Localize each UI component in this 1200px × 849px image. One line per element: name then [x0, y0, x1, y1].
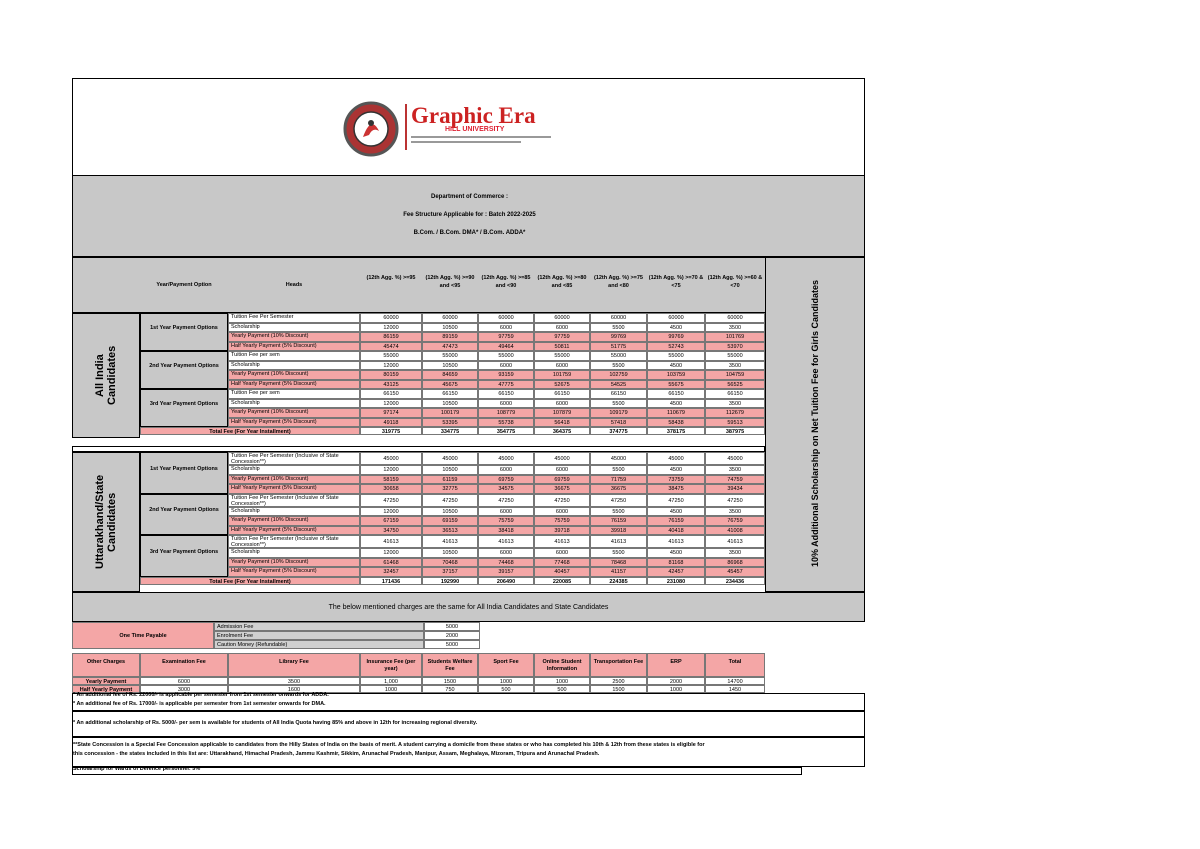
total-value: 378175: [647, 427, 705, 435]
fee-value: 58159: [360, 475, 422, 485]
fee-value: 36675: [590, 484, 647, 494]
fee-value: 66150: [647, 389, 705, 399]
fee-value: 3500: [705, 323, 765, 333]
other-charges-header: Students Welfare Fee: [422, 653, 478, 677]
section-label: Uttarakhand/State Candidates: [94, 474, 118, 570]
fee-value: 101769: [705, 332, 765, 342]
fee-value: 60000: [647, 313, 705, 323]
fee-value: 110679: [647, 408, 705, 418]
category-header: (12th Agg. %) >=85 and <90: [481, 275, 531, 289]
fee-value: 12000: [360, 399, 422, 409]
fee-value: 45474: [360, 342, 422, 352]
fee-value: 40418: [647, 526, 705, 536]
fee-value: 41613: [647, 535, 705, 548]
fee-value: 3500: [705, 465, 765, 475]
fee-value: 5500: [590, 465, 647, 475]
fee-value: 6000: [534, 399, 590, 409]
fee-head-label: Tuition Fee per sem: [228, 351, 360, 361]
fee-value: 6000: [534, 507, 590, 517]
fee-value: 75759: [534, 516, 590, 526]
fee-value: 61159: [422, 475, 478, 485]
fee-head-label: Half Yearly Payment (5% Discount): [228, 342, 360, 352]
fee-value: 36675: [534, 484, 590, 494]
course-title: B.Com. / B.Com. DMA* / B.Com. ADDA*: [413, 230, 526, 236]
fee-value: 112679: [705, 408, 765, 418]
fee-value: 39157: [478, 567, 534, 577]
fee-value: 76159: [590, 516, 647, 526]
other-charges-header: Transportation Fee: [590, 653, 647, 677]
year-cell: [140, 389, 228, 427]
total-value: 354775: [478, 427, 534, 435]
fee-value: 34750: [360, 526, 422, 536]
fee-value: 53395: [422, 418, 478, 428]
fee-value: 10500: [422, 548, 478, 558]
fee-value: 45000: [705, 452, 765, 465]
fee-value: 52743: [647, 342, 705, 352]
fee-head-label: Scholarship: [228, 548, 360, 558]
fee-value: 99769: [647, 332, 705, 342]
fee-value: 41613: [534, 535, 590, 548]
fee-value: 39918: [590, 526, 647, 536]
other-charges-header: Other Charges: [72, 653, 140, 677]
fee-value: 37157: [422, 567, 478, 577]
fee-value: 81168: [647, 558, 705, 568]
university-seal-icon: [341, 101, 403, 157]
year-cell: [140, 351, 228, 389]
fee-value: 60000: [705, 313, 765, 323]
fee-value: 69759: [534, 475, 590, 485]
total-value: 387975: [705, 427, 765, 435]
fee-value: 45457: [705, 567, 765, 577]
fee-value: 69759: [478, 475, 534, 485]
year-payment-label: 1st Year Payment Options: [150, 465, 218, 472]
fee-value: 47250: [422, 494, 478, 507]
fee-value: 58438: [647, 418, 705, 428]
other-charge-value: 14700: [705, 677, 765, 685]
fee-head-label: Half Yearly Payment (5% Discount): [228, 567, 360, 577]
fee-head-label: Half Yearly Payment (5% Discount): [228, 418, 360, 428]
category-header: (12th Agg. %) >=60 & <70: [707, 275, 763, 289]
fee-value: 52675: [534, 380, 590, 390]
fee-value: 45000: [478, 452, 534, 465]
fee-head-label: Yearly Payment (10% Discount): [228, 516, 360, 526]
category-header: (12th Agg. %) >=80 and <85: [537, 275, 587, 289]
fee-value: 3500: [705, 399, 765, 409]
other-charges-header: Total: [705, 653, 765, 677]
fee-value: 60000: [360, 313, 422, 323]
other-charge-value: 1000: [647, 685, 705, 693]
fee-value: 47473: [422, 342, 478, 352]
other-charges-header: ERP: [647, 653, 705, 677]
note-adda: * An additional fee of Rs. 22000/- is applicable per semester from 1st semester onwards for ADDA.: [73, 692, 329, 698]
one-time-head: Admission Fee: [214, 622, 424, 631]
fee-value: 100179: [422, 408, 478, 418]
note-state-2: this concession - the states included in this list are: Uttarakhand, Himachal Pradesh, Jammu Kashmir, Sikkim, Arunachal Pradesh, Manipur, Assam, Meghalaya, Mizoram, Tripura and Arunachal Pradesh.: [73, 751, 600, 757]
fee-value: 74468: [478, 558, 534, 568]
fee-value: 53970: [705, 342, 765, 352]
fee-value: 4500: [647, 323, 705, 333]
fee-value: 86968: [705, 558, 765, 568]
fee-head-label: Half Yearly Payment (5% Discount): [228, 484, 360, 494]
fee-value: 49118: [360, 418, 422, 428]
total-label: Total Fee (For Year Installment): [140, 427, 360, 435]
fee-value: 10500: [422, 507, 478, 517]
fee-value: 93159: [478, 370, 534, 380]
fee-value: 55000: [422, 351, 478, 361]
header-block: [72, 175, 865, 257]
fee-value: 41157: [590, 567, 647, 577]
one-time-value: 5000: [424, 622, 480, 631]
fee-value: 4500: [647, 548, 705, 558]
fee-value: 6000: [478, 465, 534, 475]
note-dma: * An additional fee of Rs. 17000/- is applicable per semester from 1st semester onwards for DMA.: [73, 701, 326, 707]
fee-value: 41613: [590, 535, 647, 548]
fee-value: 32457: [360, 567, 422, 577]
fee-value: 49464: [478, 342, 534, 352]
fee-value: 57418: [590, 418, 647, 428]
other-charge-value: 6000: [140, 677, 228, 685]
other-charge-value: 2000: [647, 677, 705, 685]
fee-value: 40457: [534, 567, 590, 577]
fee-value: 10500: [422, 465, 478, 475]
department-title: Department of Commerce :: [430, 194, 508, 200]
fee-value: 5500: [590, 361, 647, 371]
category-header: (12th Agg. %) >=90 and <95: [425, 275, 475, 289]
fee-value: 3500: [705, 548, 765, 558]
total-value: 192990: [422, 577, 478, 585]
fee-value: 50811: [534, 342, 590, 352]
other-charge-value: 1000: [534, 677, 590, 685]
fee-value: 51775: [590, 342, 647, 352]
logo-header: [72, 78, 865, 176]
fee-value: 41613: [478, 535, 534, 548]
fee-value: 55675: [647, 380, 705, 390]
fee-value: 55000: [705, 351, 765, 361]
fee-value: 89159: [422, 332, 478, 342]
fee-value: 104759: [705, 370, 765, 380]
fee-value: 55000: [590, 351, 647, 361]
fee-head-label: Yearly Payment (10% Discount): [228, 408, 360, 418]
fee-value: 47250: [478, 494, 534, 507]
fee-head-label: Scholarship: [228, 399, 360, 409]
fee-value: 3500: [705, 361, 765, 371]
year-payment-label: 1st Year Payment Options: [150, 325, 218, 331]
fee-value: 66150: [360, 389, 422, 399]
fee-value: 47250: [360, 494, 422, 507]
fee-value: 45000: [590, 452, 647, 465]
fee-value: 97174: [360, 408, 422, 418]
fee-value: 45000: [360, 452, 422, 465]
fee-value: 66150: [705, 389, 765, 399]
fee-value: 5500: [590, 399, 647, 409]
fee-value: 3500: [705, 507, 765, 517]
fee-structure-document: [72, 78, 865, 775]
fee-value: 45000: [534, 452, 590, 465]
fee-head-label: Tuition Fee Per Semester (Inclusive of State Concession**): [228, 535, 360, 548]
payment-row-label: Half Yearly Payment: [72, 685, 140, 693]
fee-value: 41613: [422, 535, 478, 548]
fee-value: 10500: [422, 323, 478, 333]
fee-value: 5500: [590, 507, 647, 517]
fee-value: 59513: [705, 418, 765, 428]
fee-head-label: Tuition Fee per sem: [228, 389, 360, 399]
fee-value: 76759: [705, 516, 765, 526]
fee-value: 39434: [705, 484, 765, 494]
fee-value: 6000: [478, 507, 534, 517]
total-value: 224385: [590, 577, 647, 585]
total-label: Total Fee (For Year Installment): [140, 577, 360, 585]
fee-value: 38418: [478, 526, 534, 536]
fee-value: 66150: [478, 389, 534, 399]
fee-value: 12000: [360, 361, 422, 371]
year-payment-header: Year/Payment Option: [156, 282, 212, 288]
fee-value: 10500: [422, 361, 478, 371]
year-payment-label: 2nd Year Payment Options: [149, 507, 219, 514]
common-charges-text: The below mentioned charges are the same for All India Candidates and State Candidates: [328, 604, 609, 611]
fee-value: 66150: [422, 389, 478, 399]
fee-value: 75759: [478, 516, 534, 526]
fee-value: 99769: [590, 332, 647, 342]
year-payment-label: 2nd Year Payment Options: [149, 363, 219, 369]
fee-value: 47250: [647, 494, 705, 507]
fee-value: 97759: [534, 332, 590, 342]
fee-value: 34575: [478, 484, 534, 494]
fee-value: 32775: [422, 484, 478, 494]
fee-value: 80159: [360, 370, 422, 380]
fee-value: 107879: [534, 408, 590, 418]
fee-value: 69159: [422, 516, 478, 526]
fee-value: 56418: [534, 418, 590, 428]
year-cell: [140, 452, 228, 494]
fee-value: 6000: [534, 548, 590, 558]
fee-value: 12000: [360, 323, 422, 333]
other-charge-value: 500: [534, 685, 590, 693]
one-time-head: Enrolment Fee: [214, 631, 424, 640]
fee-value: 102759: [590, 370, 647, 380]
fee-value: 55000: [478, 351, 534, 361]
payment-row-label: Yearly Payment: [72, 677, 140, 685]
other-charge-value: 1450: [705, 685, 765, 693]
fee-value: 39718: [534, 526, 590, 536]
fee-value: 101759: [534, 370, 590, 380]
fee-value: 73759: [647, 475, 705, 485]
fee-value: 10500: [422, 399, 478, 409]
fee-value: 42457: [647, 567, 705, 577]
year-payment-label: 3rd Year Payment Options: [149, 548, 219, 555]
note-state-1: **State Concession is a Special Fee Concession applicable to candidates from the Hilly States of India on the basis of merit. A student carrying a domicile from these states or who has completed his 10th & 12th from these states is eligible for: [73, 742, 705, 748]
fee-structure-title: Fee Structure Applicable for : Batch 2022-2025: [403, 212, 536, 218]
fee-value: 78468: [590, 558, 647, 568]
fee-value: 4500: [647, 507, 705, 517]
fee-value: 109179: [590, 408, 647, 418]
fee-head-label: Yearly Payment (10% Discount): [228, 558, 360, 568]
year-cell: [140, 535, 228, 577]
total-value: 206490: [478, 577, 534, 585]
fee-value: 55000: [647, 351, 705, 361]
logo-divider: [405, 104, 407, 150]
fee-value: 4500: [647, 361, 705, 371]
fee-value: 6000: [478, 361, 534, 371]
one-time-head: Caution Money (Refundable): [214, 640, 424, 649]
other-charges-header: Examination Fee: [140, 653, 228, 677]
other-charge-value: 2500: [590, 677, 647, 685]
fee-value: 60000: [478, 313, 534, 323]
fee-value: 84659: [422, 370, 478, 380]
total-value: 374775: [590, 427, 647, 435]
total-value: 234436: [705, 577, 765, 585]
fee-value: 4500: [647, 399, 705, 409]
fee-value: 45675: [422, 380, 478, 390]
fee-value: 6000: [478, 548, 534, 558]
fee-value: 45000: [422, 452, 478, 465]
fee-value: 67159: [360, 516, 422, 526]
fee-head-label: Scholarship: [228, 465, 360, 475]
fee-head-label: Scholarship: [228, 507, 360, 517]
fee-value: 56525: [705, 380, 765, 390]
fee-head-label: Scholarship: [228, 361, 360, 371]
fee-value: 76159: [647, 516, 705, 526]
fee-value: 12000: [360, 548, 422, 558]
fee-value: 47250: [534, 494, 590, 507]
fee-value: 4500: [647, 465, 705, 475]
fee-value: 97759: [478, 332, 534, 342]
fee-value: 43125: [360, 380, 422, 390]
fee-value: 5500: [590, 548, 647, 558]
fee-value: 6000: [478, 399, 534, 409]
other-charge-value: 1500: [422, 677, 478, 685]
fee-head-label: Yearly Payment (10% Discount): [228, 370, 360, 380]
fee-head-label: Yearly Payment (10% Discount): [228, 332, 360, 342]
category-header: (12th Agg. %) >=70 & <75: [648, 275, 704, 289]
one-time-label: One Time Payable: [72, 622, 214, 649]
fee-value: 55000: [360, 351, 422, 361]
one-time-value: 2000: [424, 631, 480, 640]
fee-value: 6000: [534, 323, 590, 333]
fee-value: 103759: [647, 370, 705, 380]
fee-head-label: Half Yearly Payment (5% Discount): [228, 380, 360, 390]
fee-value: 66150: [534, 389, 590, 399]
one-time-value: 5000: [424, 640, 480, 649]
fee-value: 30658: [360, 484, 422, 494]
total-value: 171436: [360, 577, 422, 585]
fee-value: 66150: [590, 389, 647, 399]
fee-value: 5500: [590, 323, 647, 333]
fee-value: 71759: [590, 475, 647, 485]
year-payment-label: 3rd Year Payment Options: [149, 401, 219, 407]
fee-value: 47250: [590, 494, 647, 507]
other-charges-header: Online Student Information: [534, 653, 590, 677]
fee-value: 47250: [705, 494, 765, 507]
category-header: (12th Agg. %) >=95: [366, 275, 416, 281]
fee-value: 61468: [360, 558, 422, 568]
fee-value: 70468: [422, 558, 478, 568]
category-header: (12th Agg. %) >=75 and <80: [593, 275, 643, 289]
other-charges-header: Sport Fee: [478, 653, 534, 677]
other-charges-header: Library Fee: [228, 653, 360, 677]
fee-value: 6000: [534, 465, 590, 475]
fee-head-label: Scholarship: [228, 323, 360, 333]
total-value: 334775: [422, 427, 478, 435]
logo-subtitle: HILL UNIVERSITY: [445, 126, 505, 133]
note-regional: * An additional scholarship of Rs. 5000/- per sem is available for students of All India Quota having 85% and above in 12th for increasing regional diversity.: [73, 720, 478, 726]
other-charge-value: 1,000: [360, 677, 422, 685]
heads-header: Heads: [285, 282, 303, 288]
fee-head-label: Tuition Fee Per Semester (Inclusive of State Concession**): [228, 494, 360, 507]
fee-value: 36513: [422, 526, 478, 536]
total-value: 364375: [534, 427, 590, 435]
fee-value: 60000: [590, 313, 647, 323]
total-value: 220085: [534, 577, 590, 585]
fee-value: 12000: [360, 465, 422, 475]
other-charge-value: 1000: [478, 677, 534, 685]
other-charge-value: 1500: [590, 685, 647, 693]
fee-value: 54525: [590, 380, 647, 390]
fee-value: 45000: [647, 452, 705, 465]
note-defence: Scholarship for Wards of Defence personnel: 5%: [73, 766, 201, 772]
other-charge-value: 1000: [360, 685, 422, 693]
fee-value: 6000: [478, 323, 534, 333]
fee-value: 41613: [360, 535, 422, 548]
year-cell: [140, 494, 228, 536]
fee-value: 38475: [647, 484, 705, 494]
fee-value: 41008: [705, 526, 765, 536]
fee-value: 60000: [534, 313, 590, 323]
girls-scholarship-note: 10% Additional Scholarship on Net Tuition Fee for Girls Candidates: [810, 279, 820, 567]
fee-head-label: Yearly Payment (10% Discount): [228, 475, 360, 485]
logo-title: Graphic Era: [411, 103, 536, 128]
total-value: 319775: [360, 427, 422, 435]
fee-value: 41613: [705, 535, 765, 548]
fee-value: 55000: [534, 351, 590, 361]
fee-head-label: Tuition Fee Per Semester: [228, 313, 360, 323]
other-charge-value: 3000: [140, 685, 228, 693]
fee-value: 108779: [478, 408, 534, 418]
fee-value: 12000: [360, 507, 422, 517]
other-charge-value: 750: [422, 685, 478, 693]
fee-value: 74759: [705, 475, 765, 485]
fee-value: 86159: [360, 332, 422, 342]
fee-head-label: Half Yearly Payment (5% Discount): [228, 526, 360, 536]
total-value: 231080: [647, 577, 705, 585]
section-label: All India Candidates: [94, 345, 118, 406]
fee-head-label: Tuition Fee Per Semester (Inclusive of State Concession**): [228, 452, 360, 465]
year-cell: [140, 313, 228, 351]
other-charge-value: 1600: [228, 685, 360, 693]
fee-value: 55738: [478, 418, 534, 428]
other-charges-header: Insurance Fee (per year): [360, 653, 422, 677]
fee-value: 77468: [534, 558, 590, 568]
fee-value: 60000: [422, 313, 478, 323]
other-charge-value: 500: [478, 685, 534, 693]
other-charge-value: 3500: [228, 677, 360, 685]
fee-value: 6000: [534, 361, 590, 371]
fee-value: 47775: [478, 380, 534, 390]
